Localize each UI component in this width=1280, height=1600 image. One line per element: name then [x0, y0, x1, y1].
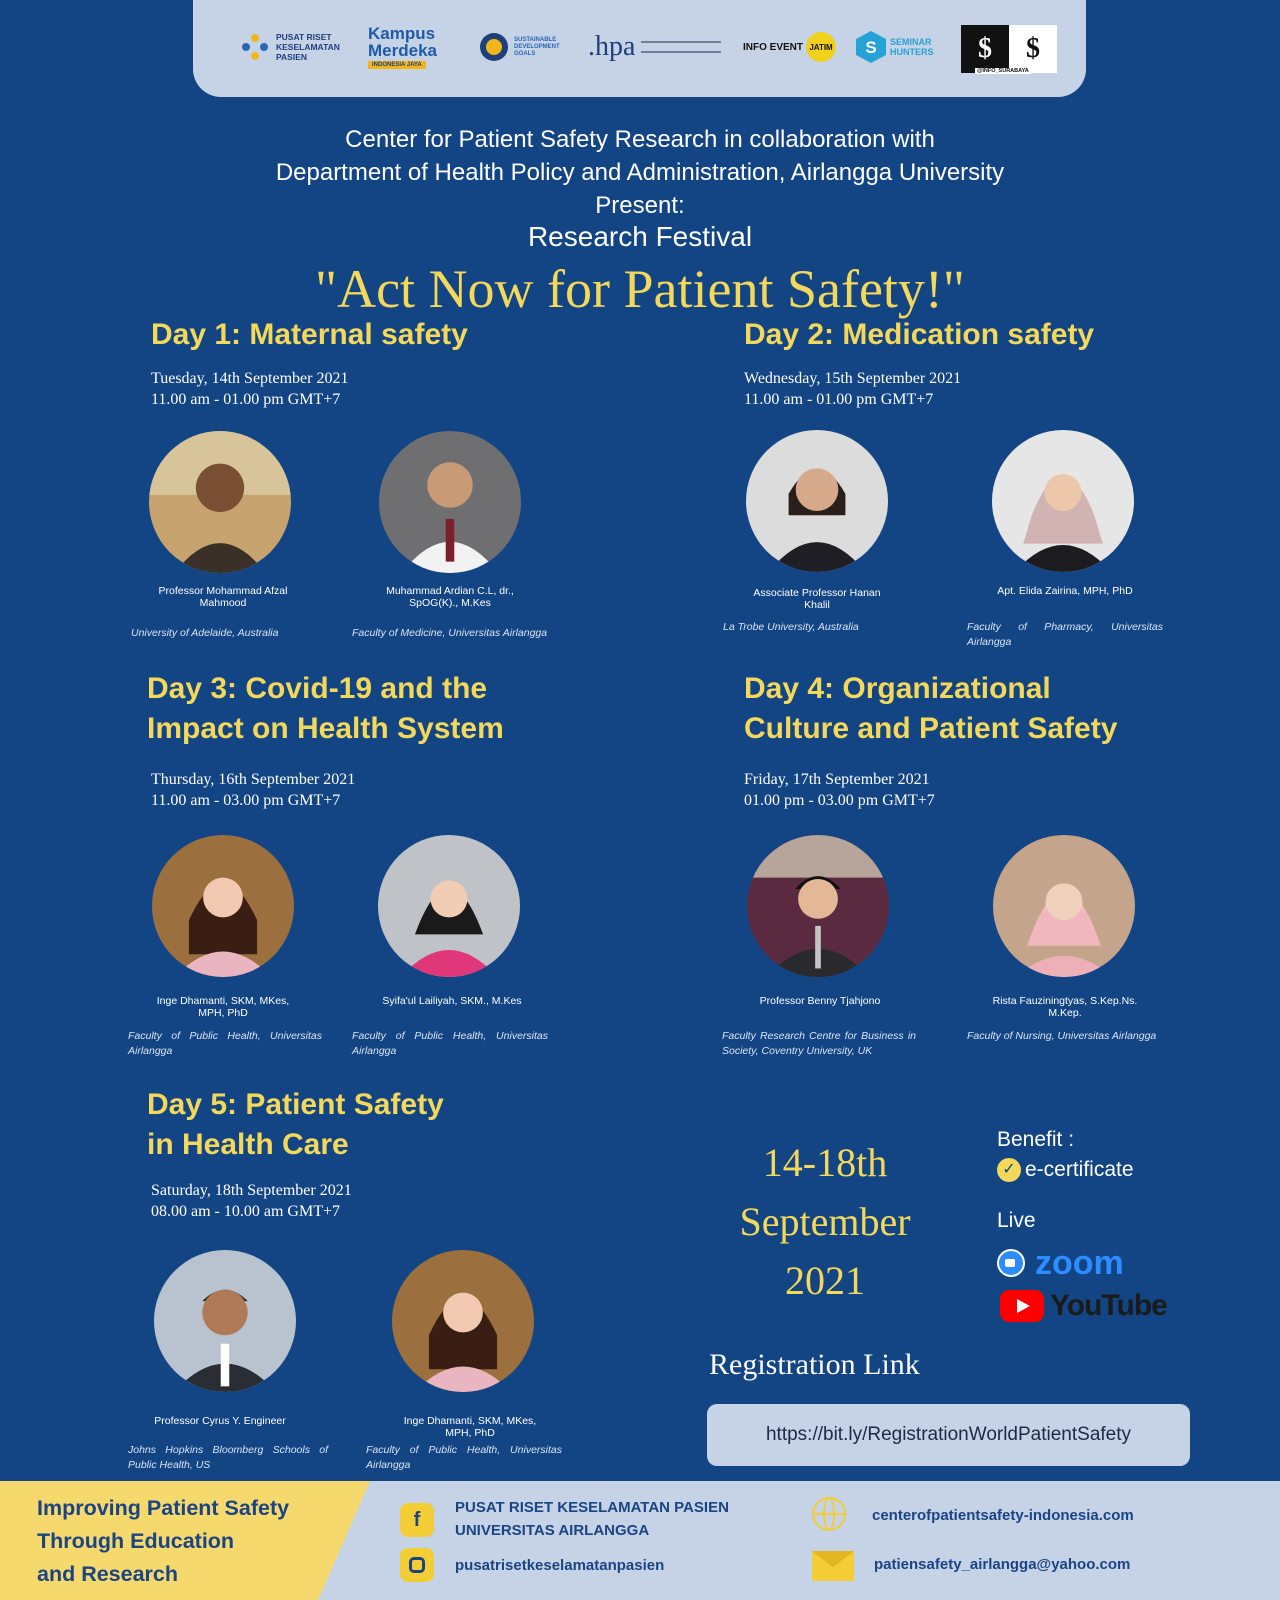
speaker-affiliation: Faculty of Medicine, Universitas Airlangga: [352, 627, 548, 639]
speaker-photo: [992, 430, 1134, 572]
footer-slogan: Improving Patient Safety Through Education and Research: [37, 1496, 290, 1586]
hpa-logo: .hpa: [588, 22, 728, 72]
email-link[interactable]: patiensafety_airlangga@yahoo.com: [874, 1556, 1131, 1573]
day1-title: Day 1: Maternal safety: [151, 318, 468, 351]
day2-schedule: Wednesday, 15th September 2021 11.00 am - 01.00 pm GMT+7: [744, 370, 962, 408]
instagram-icon[interactable]: [400, 1548, 434, 1582]
day3-schedule: Thursday, 16th September 2021 11.00 am - 03.00 pm GMT+7: [151, 771, 356, 809]
youtube-logo: YouTube: [1000, 1289, 1167, 1323]
registration-link[interactable]: https://bit.ly/RegistrationWorldPatientSafety: [707, 1404, 1190, 1466]
speaker-affiliation: Faculty of Public Health, Universitas Airlangga: [366, 1444, 562, 1471]
info-event-jatim-logo: INFO EVENT JATIM: [743, 22, 841, 72]
info-surabaya-logo: $ $ @INFO_SURABAYA: [961, 25, 1057, 73]
day4-schedule: Friday, 17th September 2021 01.00 pm - 03.00 pm GMT+7: [744, 771, 935, 809]
speaker-photo: [993, 835, 1135, 977]
intro-text: Center for Patient Safety Research in collaboration with Department of Health Policy and Administration, Airlangga University Present:: [275, 126, 1005, 219]
sdg-logo: SUSTAINABLE DEVELOPMENT GOALS: [478, 22, 573, 72]
speaker-name: Professor Cyrus Y. Engineer: [154, 1415, 286, 1427]
benefit-item: ✓ e-certificate: [997, 1158, 1134, 1182]
event-dates: 14-18th September 2021: [739, 1140, 911, 1303]
speaker-affiliation: Faculty of Nursing, Universitas Airlangga: [967, 1030, 1157, 1042]
day3-title: Day 3: Covid-19 and the Impact on Health System: [147, 672, 504, 745]
zoom-logo: zoom: [997, 1246, 1124, 1280]
day4-title: Day 4: Organizational Culture and Patient Safety: [744, 672, 1118, 745]
day2-title: Day 2: Medication safety: [744, 318, 1095, 351]
speaker-name: Associate Professor Hanan Khalil: [753, 587, 881, 611]
pusat-riset-icon: [238, 30, 272, 64]
kampus-merdeka-logo: Kampus Merdeka INDONESIA JAYA: [368, 24, 437, 68]
speaker-name: Rista Fauziningtyas, S.Kep.Ns. M.Kep.: [992, 995, 1138, 1019]
dollar-icon: $: [961, 25, 1009, 73]
speaker-name: Professor Benny Tjahjono: [759, 995, 881, 1007]
speaker-name: Inge Dhamanti, SKM, MKes, MPH, PhD: [403, 1415, 537, 1439]
speaker-affiliation: Faculty Research Centre for Business in Society, Coventry University, UK: [722, 1030, 916, 1057]
instagram-handle[interactable]: pusatrisetkeselamatanpasien: [455, 1557, 665, 1574]
speaker-photo: [392, 1250, 534, 1392]
event-tagline: "Act Now for Patient Safety!": [315, 259, 965, 319]
speaker-photo: [379, 431, 521, 573]
globe-icon: [812, 1497, 846, 1531]
speaker-name: Syifa'ul Lailiyah, SKM., M.Kes: [382, 995, 522, 1007]
speaker-photo: [154, 1250, 296, 1392]
seminar-hunters-icon: [855, 30, 887, 64]
zoom-icon: [997, 1249, 1025, 1277]
live-label: Live: [997, 1209, 1036, 1232]
speaker-affiliation: University of Adelaide, Australia: [131, 627, 279, 639]
footer-organization: PUSAT RISET KESELAMATAN PASIEN UNIVERSITAS AIRLANGGA: [455, 1499, 729, 1539]
youtube-play-icon: [1000, 1290, 1044, 1322]
speaker-affiliation: Faculty of Public Health, Universitas Airlangga: [128, 1030, 322, 1057]
registration-title: Registration Link: [709, 1348, 920, 1381]
day5-title: Day 5: Patient Safety in Health Care: [147, 1088, 444, 1161]
speaker-photo: [149, 431, 291, 573]
speaker-affiliation: Johns Hopkins Bloomberg Schools of Public Health, US: [128, 1444, 328, 1471]
speaker-affiliation: Faculty of Pharmacy, Universitas Airlangga: [967, 621, 1163, 648]
speaker-affiliation: La Trobe University, Australia: [723, 621, 859, 633]
speaker-photo: [378, 835, 520, 977]
pusat-riset-logo: PUSAT RISET KESELAMATAN PASIEN: [238, 22, 353, 72]
seminar-hunters-logo: S SEMINAR HUNTERS: [855, 22, 947, 72]
website-link[interactable]: centerofpatientsafety-indonesia.com: [872, 1507, 1134, 1524]
speaker-photo: [746, 430, 888, 572]
speaker-name: Muhammad Ardian C.L, dr., SpOG(K)., M.Kes: [386, 585, 514, 609]
university-seal-icon: [478, 31, 510, 63]
day1-schedule: Tuesday, 14th September 2021 11.00 am - 01.00 pm GMT+7: [151, 370, 349, 408]
speaker-name: Inge Dhamanti, SKM, MKes, MPH, PhD: [156, 995, 290, 1019]
email-icon: [812, 1551, 854, 1581]
sponsor-logo-bar: [193, 0, 1086, 97]
day5-schedule: Saturday, 18th September 2021 08.00 am - 10.00 am GMT+7: [151, 1182, 352, 1220]
svg-text:S: S: [865, 38, 877, 57]
festival-title: Research Festival: [527, 221, 753, 252]
speaker-affiliation: Faculty of Public Health, Universitas Airlangga: [352, 1030, 548, 1057]
speaker-name: Professor Mohammad Afzal Mahmood: [158, 585, 288, 609]
checkmark-icon: ✓: [997, 1158, 1021, 1182]
facebook-icon[interactable]: f: [400, 1503, 434, 1537]
benefit-label: Benefit :: [997, 1128, 1075, 1151]
speaker-photo: [152, 835, 294, 977]
speaker-photo: [747, 835, 889, 977]
dollar-icon: $: [1026, 33, 1040, 64]
speaker-name: Apt. Elida Zairina, MPH, PhD: [997, 585, 1133, 597]
